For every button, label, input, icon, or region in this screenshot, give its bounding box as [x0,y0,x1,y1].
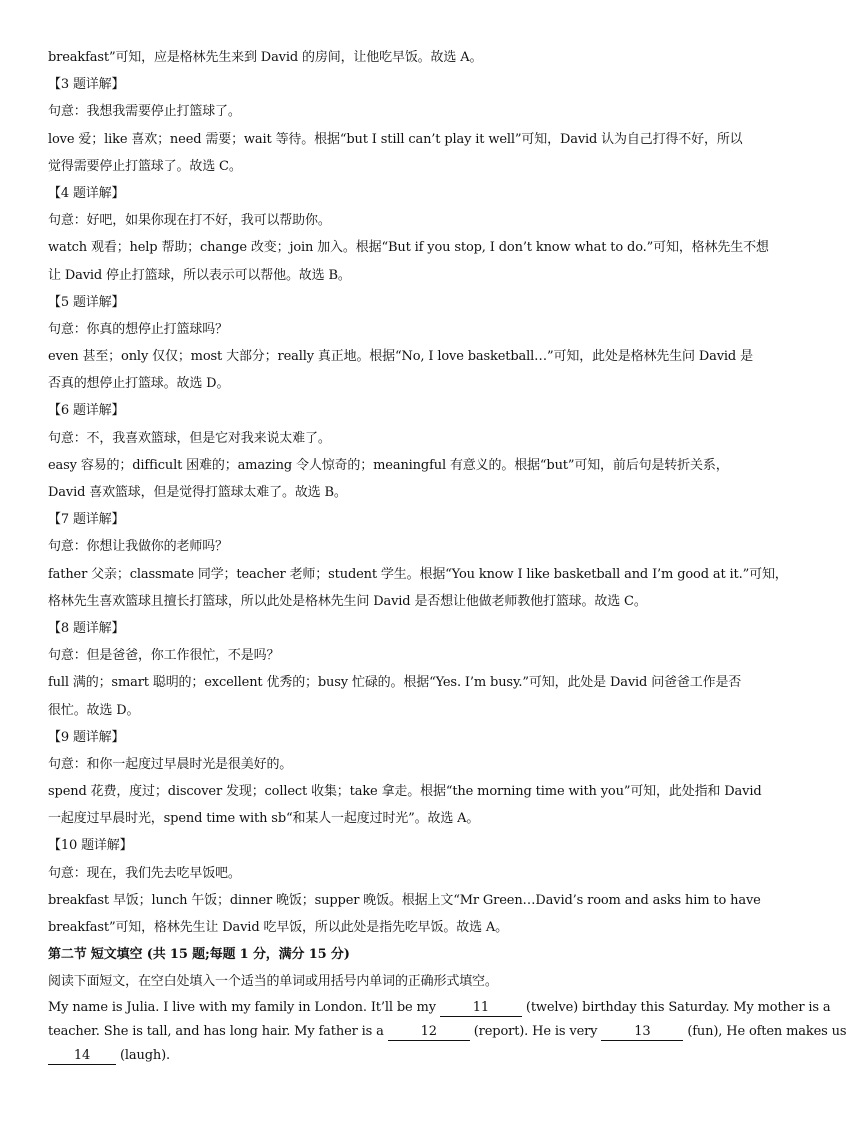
text-line: love 爱；like 喜欢；need 需要；wait 等待。根据“but I still can’t play it well”可知，David 认为自己打得不好，所以 [48,131,743,147]
section-title: 第二节 短文填空 (共 15 题;每题 1 分，满分 15 分) [48,947,350,963]
text-line: 【10 题详解】 [48,838,133,854]
text-line: 觉得需要停止打篮球了。故选 C。 [48,158,242,174]
text-line: 【6 题详解】 [48,403,125,419]
text-line: 【9 题详解】 [48,729,125,745]
passage-line-2 [48,1020,846,1044]
text-line: 句意：现在，我们先去吃早饭吧。 [48,865,241,881]
text-line: 【5 题详解】 [48,294,125,310]
passage-text: (report). He is very [469,1023,602,1039]
passage-line-1 [48,996,831,1020]
text-line: breakfast 早饭；lunch 午饭；dinner 晚饭；supper 晚饭。根据上文“Mr Green…David’s room and asks him to have [48,892,761,908]
blank-12: 12 [388,1024,470,1041]
text-line: breakfast”可知，格林先生让 David 吃早饭，所以此处是指先吃早饭。故选 A。 [48,920,508,935]
text-line: 否真的想停止打篮球。故选 D。 [48,376,230,392]
cloze-passage [48,996,846,1068]
passage-text: teacher. She is tall, and has long hair. My father is a [48,1023,388,1039]
text-line: watch 观看；help 帮助；change 改变；join 加入。根据“But if you stop, I don’t know what to do.”可知，格林先生不想 [48,240,769,256]
text-line: 句意：不，我喜欢篮球，但是它对我来说太难了。 [48,430,331,446]
text-line: 句意：好吧，如果你现在打不好，我可以帮助你。 [48,213,331,229]
text-line: 【4 题详解】 [48,185,125,201]
blank-14: 14 [48,1048,116,1065]
text-line: easy 容易的；difficult 困难的；amazing 令人惊奇的；meaningful 有意义的。根据“but”可知，前后句是转折关系， [48,457,729,473]
text-line: 让 David 停止打篮球，所以表示可以帮他。故选 B。 [48,267,351,283]
text-line: 句意：我想我需要停止打篮球了。 [48,104,241,120]
text-line: 格林先生喜欢篮球且擅长打篮球，所以此处是格林先生问 David 是否想让他做老师教他打篮球。故选 C。 [48,593,647,609]
passage-text: (fun), He often makes us [683,1023,846,1039]
text-line: 句意：你想让我做你的老师吗？ [48,539,228,555]
text-line: David 喜欢篮球，但是觉得打篮球太难了。故选 B。 [48,485,347,500]
text-line: 很忙。故选 D。 [48,702,140,718]
passage-line-3 [48,1044,748,1068]
passage-text: My name is Julia. I live with my family in London. It’ll be my [48,999,440,1015]
text-line: even 甚至；only 仅仅；most 大部分；really 真正地。根据“No, I love basketball…”可知，此处是格林先生问 David 是 [48,349,753,365]
text-line: 【7 题详解】 [48,512,125,528]
text-line: full 满的；smart 聪明的；excellent 优秀的；busy 忙碌的。根据“Yes. I’m busy.”可知，此处是 David 问爸爸工作是否 [48,675,742,691]
text-line: breakfast”可知，应是格林先生来到 David 的房间，让他吃早饭。故选 A。 [48,50,483,65]
text-line: father 父亲；classmate 同学；teacher 老师；student 学生。根据“You know I like basketball and I’m good at it.”可知， [48,566,788,582]
text-line: 【3 题详解】 [48,77,125,93]
explanation-lines [48,44,788,941]
instruction-text: 阅读下面短文，在空白处填入一个适当的单词或用括号内单词的正确形式填空。 [48,974,498,990]
text-line: spend 花费，度过；discover 发现；collect 收集；take 拿走。根据“the morning time with you”可知，此处指和 David [48,784,762,800]
passage-text: (twelve) birthday this Saturday. My mother is a [521,999,831,1015]
document-page [48,44,846,1068]
blank-13: 13 [601,1024,683,1041]
text-line: 【8 题详解】 [48,620,125,636]
blank-11: 11 [440,1000,522,1017]
passage-text: (laugh). [116,1047,171,1063]
text-line: 一起度过早晨时光，spend time with sb“和某人一起度过时光”。故选 A。 [48,811,480,827]
text-line: 句意：和你一起度过早晨时光是很美好的。 [48,756,293,772]
text-line: 句意：但是爸爸，你工作很忙，不是吗？ [48,648,280,664]
text-line: 句意：你真的想停止打篮球吗？ [48,321,228,337]
